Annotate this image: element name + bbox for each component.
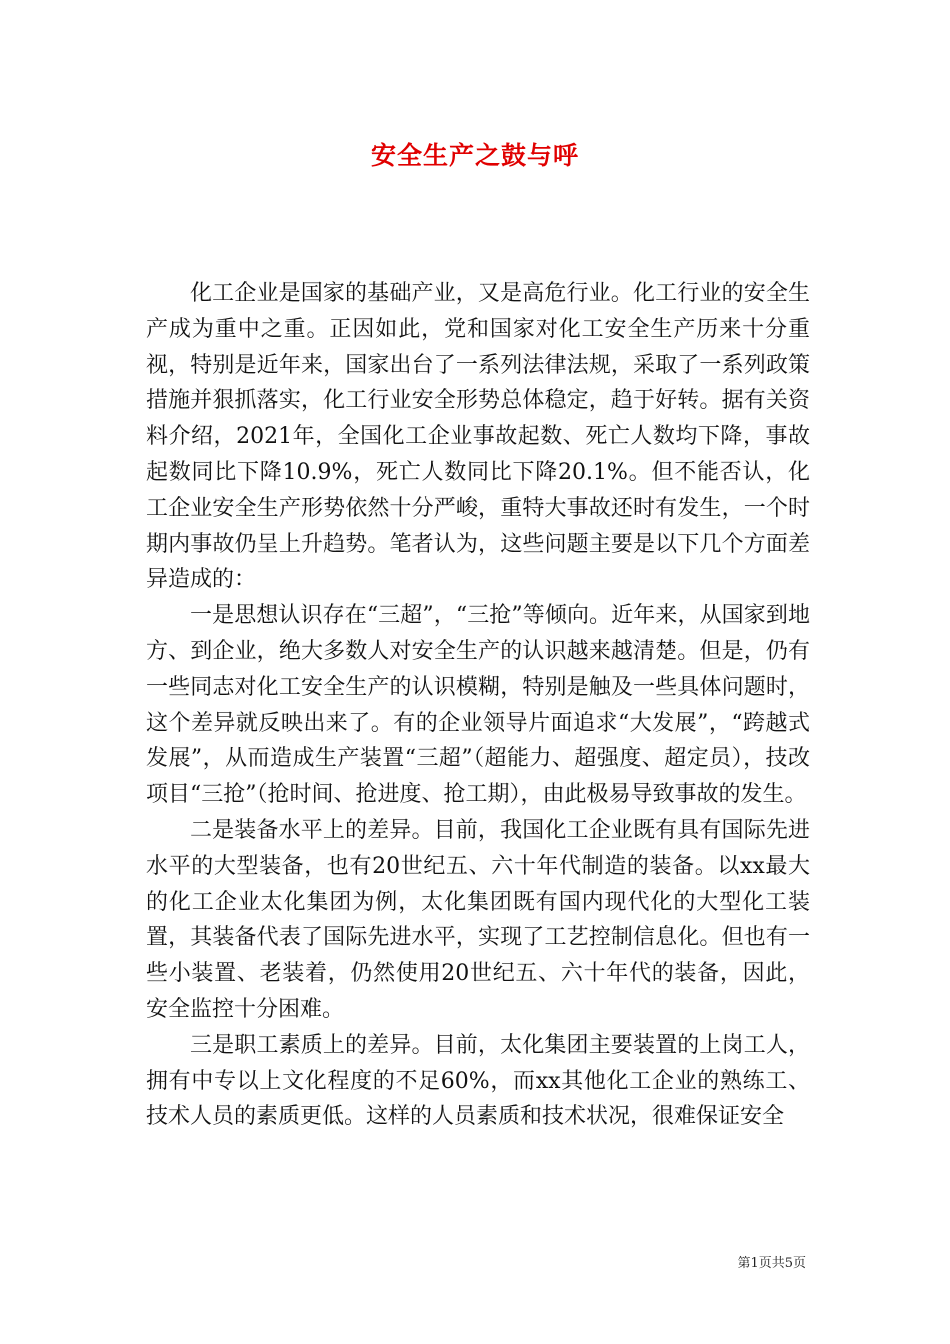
paragraph-point-three: 三是职工素质上的差异。目前，太化集团主要装置的上岗工人，拥有中专以上文化程度的不足60%，而xx其他化工企业的熟练工、技术人员的素质更低。这样的人员素质和技术状况，很难保证安全 (146, 1032, 810, 1130)
page-footer (0, 1252, 806, 1271)
paragraph-intro: 化工企业是国家的基础产业，又是高危行业。化工行业的安全生产成为重中之重。正因如此，党和国家对化工安全生产历来十分重视，特别是近年来，国家出台了一系列法律法规，采取了一系列政策措施并狠抓落实，化工行业安全形势总体稳定，趋于好转。据有关资料介绍，2021年，全国化工企业事故起数、死亡人数均下降，事故起数同比下降10.9%，死亡人数同比下降20.1%。但不能否认，化工企业安全生产形势依然十分严峻，重特大事故还时有发生，一个时期内事故仍呈上升趋势。笔者认为，这些问题主要是以下几个方面差异造成的： (146, 281, 810, 593)
paragraph-point-one: 一是思想认识存在“三超”，“三抢”等倾向。近年来，从国家到地方、到企业，绝大多数人对安全生产的认识越来越清楚。但是，仍有一些同志对化工安全生产的认识模糊，特别是触及一些具体问题时，这个差异就反映出来了。有的企业领导片面追求“大发展”，“跨越式发展”，从而造成生产装置“三超”（超能力、超强度、超定员），技改项目“三抢”（抢时间、抢进度、抢工期），由此极易导致事故的发生。 (146, 603, 810, 808)
document-body (146, 276, 810, 1135)
page-number: 第1页共5页 (737, 1256, 806, 1271)
document-title: 安全生产之鼓与呼 (370, 141, 579, 170)
paragraph-point-two: 二是装备水平上的差异。目前，我国化工企业既有具有国际先进水平的大型装备，也有20世纪五、六十年代制造的装备。以xx最大的化工企业太化集团为例，太化集团既有国内现代化的大型化工装置，其装备代表了国际先进水平，实现了工艺控制信息化。但也有一些小装置、老装着，仍然使用20世纪五、六十年代的装备，因此，安全监控十分困难。 (146, 817, 810, 1022)
